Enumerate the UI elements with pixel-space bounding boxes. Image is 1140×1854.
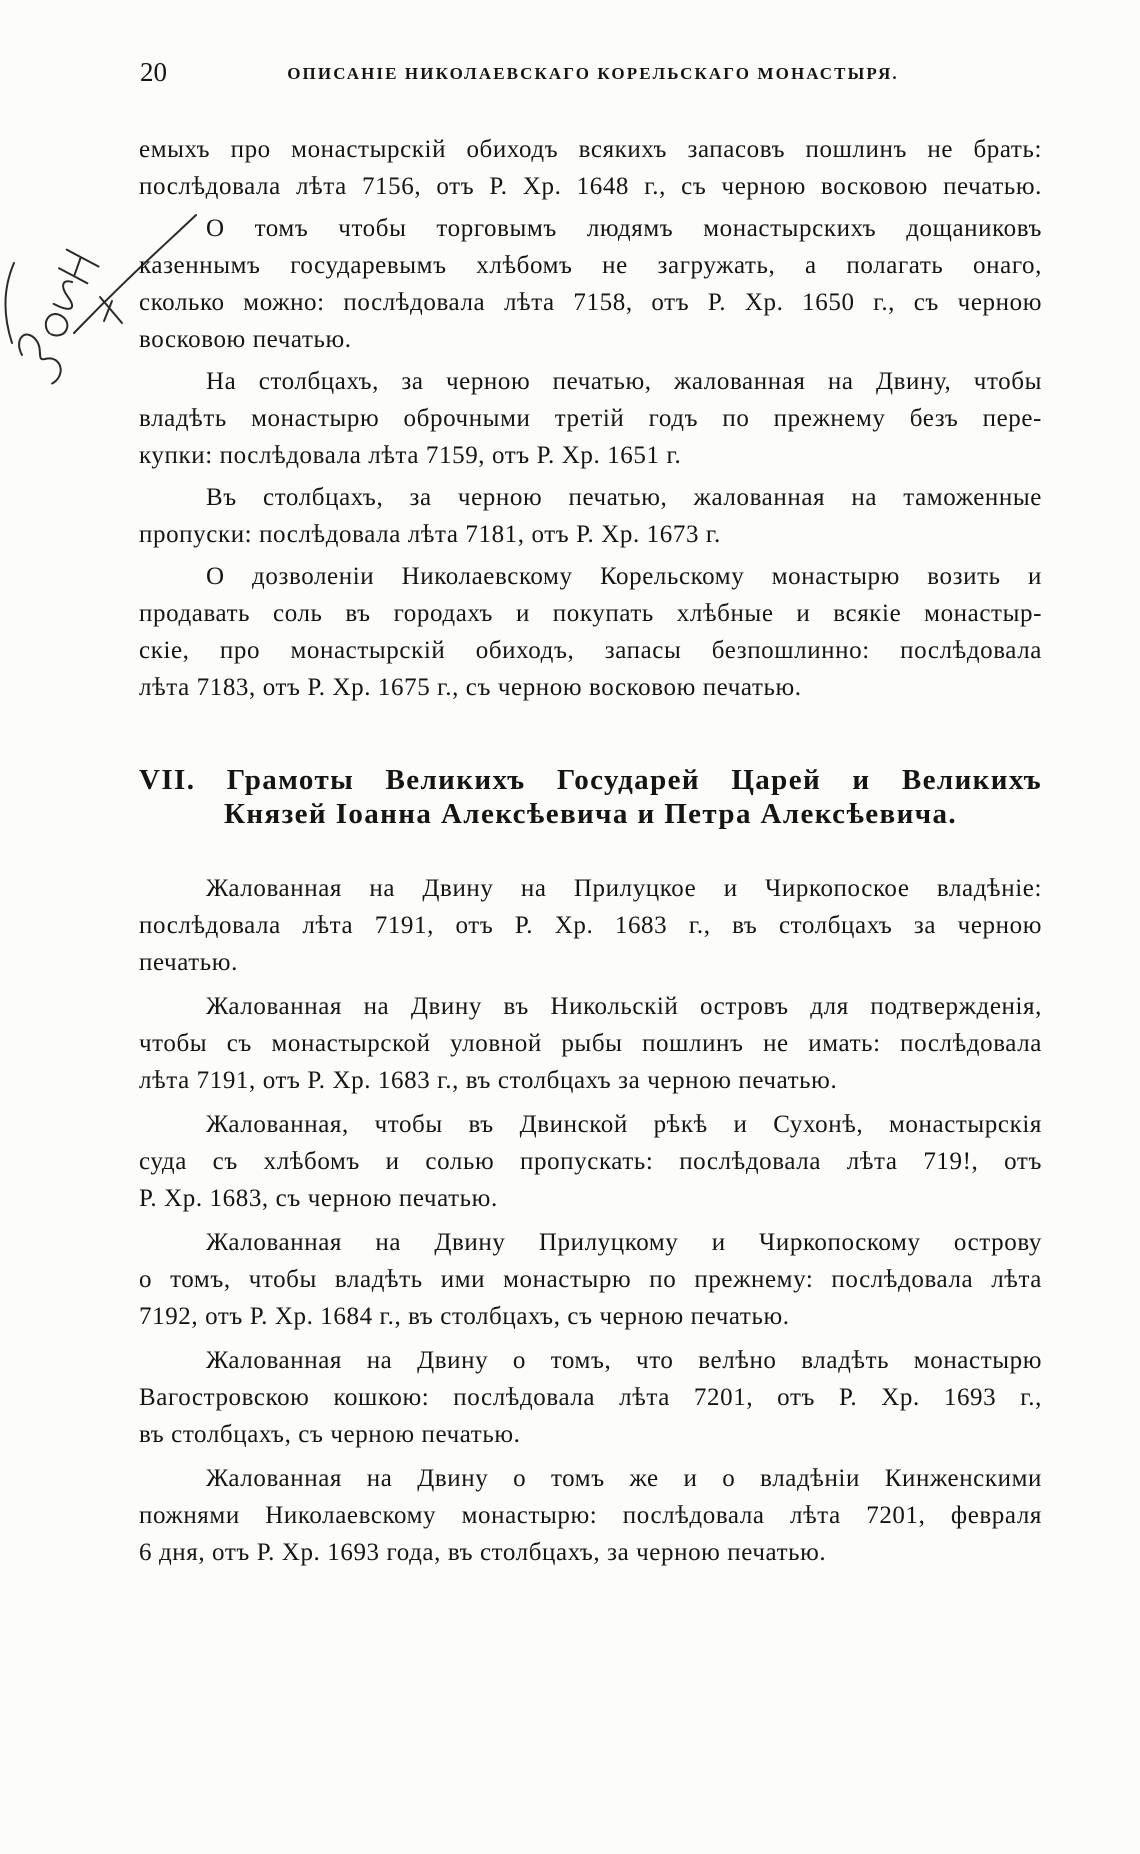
text-line: Жалованная на Двину на Прилуцкое и Чиркопоское владѣніе:: [206, 875, 1042, 902]
text-line: сколько можно: послѣдовала лѣта 7158, отъ Р. Хр. 1650 г., съ черною: [139, 289, 1042, 316]
body-text: [139, 131, 1042, 711]
paragraph: [139, 870, 1042, 981]
section-vii-text: [139, 870, 1042, 1578]
text-line: лѣта 7183, отъ Р. Хр. 1675 г., съ черною восковою печатью.: [139, 674, 802, 701]
text-line: въ столбцахъ, съ черною печатью.: [139, 1421, 521, 1448]
text-line: послѣдовала лѣта 7191, отъ Р. Хр. 1683 г., въ столбцахъ за черною: [139, 912, 1042, 939]
text-line: Вагостровскою кошкою: послѣдовала лѣта 7201, отъ Р. Хр. 1693 г.,: [139, 1384, 1042, 1411]
text-line: 6 дня, отъ Р. Хр. 1693 года, въ столбцахъ, за черною печатью.: [139, 1539, 827, 1566]
text-line: печатью.: [139, 949, 238, 976]
text-line: казеннымъ государевымъ хлѣбомъ не загружать, а полагать онаго,: [139, 252, 1042, 279]
text-line: Въ столбцахъ, за черною печатью, жалованная на таможенные: [206, 484, 1042, 511]
page-header: [0, 54, 1140, 90]
paragraph: [139, 210, 1042, 358]
paragraph: [139, 1342, 1042, 1453]
paragraph: [139, 131, 1042, 205]
paragraph: [139, 1460, 1042, 1571]
text-line: восковою печатью.: [139, 326, 352, 353]
text-line: скіе, про монастырскій обиходъ, запасы безпошлинно: послѣдовала: [139, 637, 1042, 664]
text-line: емыхъ про монастырскій обиходъ всякихъ запасовъ пошлинъ не брать:: [139, 136, 1042, 163]
paragraph: [139, 1224, 1042, 1335]
paragraph: [139, 1106, 1042, 1217]
text-line: купки: послѣдовала лѣта 7159, отъ Р. Хр. 1651 г.: [139, 442, 682, 469]
text-line: Р. Хр. 1683, съ черною печатью.: [139, 1185, 498, 1212]
margin-stroke-letters: [8, 250, 113, 385]
text-line: суда съ хлѣбомъ и солью пропускать: послѣдовала лѣта 719!, отъ: [139, 1148, 1042, 1175]
text-line: Жалованная на Двину Прилуцкому и Чиркопоскому острову: [206, 1229, 1042, 1256]
text-line: Жалованная на Двину въ Никольскій островъ для подтвержденія,: [206, 993, 1042, 1020]
text-line: 7192, отъ Р. Хр. 1684 г., въ столбцахъ, съ черною печатью.: [139, 1303, 790, 1330]
section-heading: [139, 763, 1042, 831]
text-line: владѣть монастырю оброчными третій годъ по прежнему безъ пере-: [139, 405, 1042, 432]
text-line: На столбцахъ, за черною печатью, жалованная на Двину, чтобы: [206, 368, 1042, 395]
running-title: ОПИСАНІЕ НИКОЛАЕВСКАГО КОРЕЛЬСКАГО МОНАСТЫРЯ.: [287, 64, 899, 83]
text-line: Жалованная, чтобы въ Двинской рѣкѣ и Сухонѣ, монастырскія: [206, 1111, 1042, 1138]
section-heading-line: Князей Іоанна Алексѣевича и Петра Алексѣевича.: [223, 798, 957, 830]
text-line: Жалованная на Двину о томъ же и о владѣніи Кинженскими: [206, 1465, 1042, 1492]
text-line: пропуски: послѣдовала лѣта 7181, отъ Р. Хр. 1673 г.: [139, 521, 721, 548]
paragraph: [139, 479, 1042, 553]
text-line: лѣта 7191, отъ Р. Хр. 1683 г., въ столбцахъ за черною печатью.: [139, 1067, 838, 1094]
page-number: 20: [140, 57, 167, 87]
text-line: Жалованная на Двину о томъ, что велѣно владѣть монастырю: [206, 1347, 1042, 1374]
text-line: продавать соль въ городахъ и покупать хлѣбные и всякіе монастыр-: [139, 600, 1042, 627]
margin-stroke-bracket: [5, 263, 14, 343]
section-heading-line: VII. Грамоты Великихъ Государей Царей и Великихъ: [139, 764, 1042, 796]
text-line: чтобы съ монастырской уловной рыбы пошлинъ не имать: послѣдовала: [139, 1030, 1042, 1057]
text-line: О дозволеніи Николаевскому Корельскому монастырю возить и: [206, 563, 1042, 590]
paragraph: [139, 363, 1042, 474]
paragraph: [139, 988, 1042, 1099]
text-line: послѣдовала лѣта 7156, отъ Р. Хр. 1648 г., съ черною восковою печатью.: [139, 173, 1042, 200]
paragraph: [139, 558, 1042, 706]
text-line: пожнями Николаевскому монастырю: послѣдовала лѣта 7201, февраля: [139, 1502, 1042, 1529]
margin-stroke-tick: [100, 297, 122, 323]
text-line: О томъ чтобы торговымъ людямъ монастырскихъ дощаниковъ: [206, 215, 1042, 242]
text-line: о томъ, чтобы владѣть ими монастырю по прежнему: послѣдовала лѣта: [139, 1266, 1042, 1293]
